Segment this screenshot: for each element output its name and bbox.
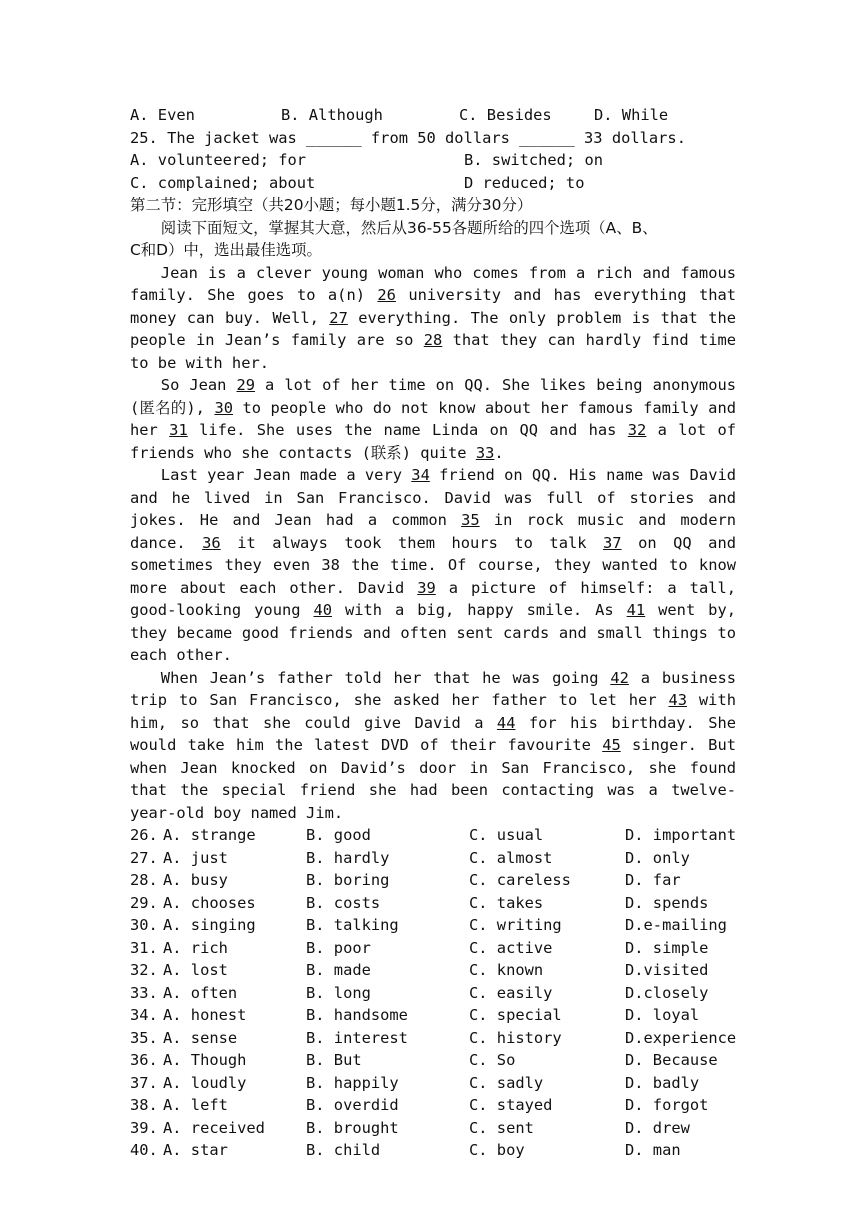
question-number: 29. bbox=[130, 893, 158, 912]
question-number: 35. bbox=[130, 1028, 158, 1047]
blank-30: 30 bbox=[214, 398, 233, 417]
q24-option-a: A. Even bbox=[130, 106, 195, 124]
option-d: D. simple bbox=[625, 938, 709, 957]
option-d: D. badly bbox=[625, 1073, 700, 1092]
option-b: B. talking bbox=[306, 916, 399, 934]
q24-option-d: D. While bbox=[594, 106, 669, 124]
option-c: C. writing bbox=[469, 916, 562, 934]
question-row bbox=[130, 982, 736, 1005]
option-d: D. spends bbox=[625, 893, 709, 912]
option-a: A. strange bbox=[163, 826, 256, 844]
option-d: D. Because bbox=[625, 1051, 718, 1069]
question-row bbox=[130, 959, 736, 982]
q25-options-row-2 bbox=[130, 172, 736, 195]
question-row bbox=[130, 1072, 736, 1095]
option-c: C. history bbox=[469, 1028, 562, 1047]
passage-paragraph-1: Jean is a clever young woman who comes from a rich and famous family. She goes to a(n) 26 university and has everything that money can buy. Well, 27 everything. The only problem is that the people in Jean’s family are so 28 that they can hardly find time to be with her. bbox=[130, 263, 737, 372]
option-a: A. honest bbox=[163, 1006, 247, 1024]
option-c: C. sent bbox=[469, 1118, 534, 1137]
option-b: B. brought bbox=[306, 1118, 399, 1137]
option-a: A. Though bbox=[163, 1051, 247, 1069]
option-b: B. handsome bbox=[306, 1006, 408, 1024]
question-number: 37. bbox=[130, 1073, 158, 1092]
blank-29: 29 bbox=[236, 376, 256, 394]
option-b: B. hardly bbox=[306, 848, 390, 867]
option-a: A. often bbox=[163, 983, 238, 1002]
q25-option-a: A. volunteered; for bbox=[130, 151, 307, 169]
option-d: D. only bbox=[625, 848, 690, 867]
option-c: C. stayed bbox=[469, 1096, 553, 1114]
blank-26: 26 bbox=[377, 286, 396, 304]
option-b: B. happily bbox=[306, 1073, 399, 1092]
blank-37: 37 bbox=[603, 533, 622, 552]
question-row bbox=[130, 937, 736, 960]
blank-36: 36 bbox=[202, 533, 221, 552]
option-c: C. sadly bbox=[469, 1073, 544, 1092]
blank-45: 45 bbox=[602, 736, 621, 754]
option-d: D. loyal bbox=[625, 1006, 700, 1024]
option-b: B. poor bbox=[306, 938, 371, 957]
option-a: A. rich bbox=[163, 938, 228, 957]
blank-40: 40 bbox=[313, 601, 333, 619]
q24-option-c: C. Besides bbox=[459, 106, 552, 124]
option-d: D. far bbox=[625, 871, 681, 889]
option-d: D.e-mailing bbox=[625, 916, 727, 934]
option-b: B. long bbox=[306, 983, 371, 1002]
option-a: A. lost bbox=[163, 961, 228, 979]
question-row bbox=[130, 1117, 736, 1140]
question-row bbox=[130, 824, 736, 847]
option-c: C. So bbox=[469, 1051, 516, 1069]
section-instruction-2: C和D）中，选出最佳选项。 bbox=[130, 241, 322, 259]
q25-options-row-1 bbox=[130, 149, 736, 172]
question-row bbox=[130, 1049, 736, 1072]
question-number: 38. bbox=[130, 1096, 158, 1114]
question-row bbox=[130, 914, 736, 937]
option-c: C. known bbox=[469, 961, 544, 979]
option-b: B. boring bbox=[306, 871, 390, 889]
passage-paragraph-3: Last year Jean made a very 34 friend on QQ. His name was David and he lived in San Francisco. David was full of stories and jokes. He and Jean had a common 35 in rock music and modern dance. 36 it always took them hours to talk 37 on QQ and sometimes they even 38 the time. Of course, they wanted to know more about each other. David 39 a picture of himself: a tall, good-looking young 40 with a big, happy smile. As 41 went by, they became good friends and often sent cards and small things to each other. bbox=[130, 466, 737, 664]
option-c: C. special bbox=[469, 1006, 562, 1024]
option-a: A. left bbox=[163, 1096, 228, 1114]
option-c: C. easily bbox=[469, 983, 553, 1002]
blank-34: 34 bbox=[411, 466, 430, 484]
question-number: 34. bbox=[130, 1006, 158, 1024]
option-d: D.visited bbox=[625, 961, 709, 979]
option-c: C. careless bbox=[469, 871, 571, 889]
option-a: A. loudly bbox=[163, 1073, 247, 1092]
question-row bbox=[130, 847, 736, 870]
option-a: A. star bbox=[163, 1141, 228, 1159]
question-row bbox=[130, 869, 736, 892]
option-b: B. interest bbox=[306, 1028, 408, 1047]
question-number: 39. bbox=[130, 1118, 158, 1137]
blank-27: 27 bbox=[329, 308, 348, 327]
q24-options-row bbox=[130, 104, 736, 127]
q24-option-b: B. Although bbox=[281, 106, 383, 124]
blank-31: 31 bbox=[169, 421, 188, 439]
blank-32: 32 bbox=[627, 421, 647, 439]
option-b: B. child bbox=[306, 1141, 381, 1159]
question-number: 27. bbox=[130, 848, 158, 867]
option-d: D. forgot bbox=[625, 1096, 709, 1114]
q25-option-c: C. complained; about bbox=[130, 173, 316, 192]
option-c: C. active bbox=[469, 938, 553, 957]
question-number: 36. bbox=[130, 1051, 158, 1069]
option-a: A. busy bbox=[163, 871, 228, 889]
question-row bbox=[130, 1027, 736, 1050]
option-c: C. takes bbox=[469, 893, 544, 912]
blank-35: 35 bbox=[461, 511, 480, 529]
passage-paragraph-2: So Jean 29 a lot of her time on QQ. She likes being anonymous (匿名的), 30 to people who do not know about her famous family and her 31 life. She uses the name Linda on QQ and has 32 a lot of friends who she contacts (联系) quite 33. bbox=[130, 376, 736, 462]
blank-39: 39 bbox=[417, 578, 436, 597]
question-row bbox=[130, 892, 736, 915]
blank-28: 28 bbox=[423, 331, 443, 349]
question-number: 30. bbox=[130, 916, 158, 934]
passage-paragraph-4: When Jean’s father told her that he was going 42 a business trip to San Francisco, she asked her father to let her 43 with him, so that she could give David a 44 for his birthday. She would take him the latest DVD of their favourite 45 singer. But when Jean knocked on David’s door in San Francisco, she found that the special friend she had been contacting was a twelve-year-old boy named Jim. bbox=[130, 668, 736, 822]
exam-page bbox=[130, 104, 736, 1162]
question-number: 31. bbox=[130, 938, 158, 957]
option-a: A. just bbox=[163, 848, 228, 867]
option-b: B. But bbox=[306, 1051, 362, 1069]
option-b: B. overdid bbox=[306, 1096, 399, 1114]
option-d: D.experience bbox=[625, 1028, 737, 1047]
blank-44: 44 bbox=[496, 713, 516, 732]
q25-option-b: B. switched; on bbox=[464, 151, 603, 169]
option-c: C. almost bbox=[469, 848, 553, 867]
option-a: A. received bbox=[163, 1118, 265, 1137]
option-d: D. drew bbox=[625, 1118, 690, 1137]
section-heading: 第二节：完形填空（共20小题；每小题1.5分，满分30分） bbox=[130, 196, 533, 214]
question-row bbox=[130, 1139, 736, 1162]
option-a: A. sense bbox=[163, 1028, 238, 1047]
question-number: 33. bbox=[130, 983, 158, 1002]
question-number: 28. bbox=[130, 871, 158, 889]
blank-42: 42 bbox=[610, 668, 629, 687]
option-d: D. important bbox=[625, 826, 737, 844]
option-a: A. singing bbox=[163, 916, 256, 934]
option-b: B. made bbox=[306, 961, 371, 979]
question-list bbox=[130, 824, 736, 1162]
q25-option-d: D reduced; to bbox=[464, 173, 585, 192]
q25-stem: 25. The jacket was ______ from 50 dollars ______ 33 dollars. bbox=[130, 128, 686, 147]
option-b: B. costs bbox=[306, 893, 381, 912]
blank-41: 41 bbox=[626, 601, 646, 619]
blank-43: 43 bbox=[668, 691, 688, 709]
question-number: 40. bbox=[130, 1141, 158, 1159]
option-c: C. boy bbox=[469, 1141, 525, 1159]
question-number: 32. bbox=[130, 961, 158, 979]
question-row bbox=[130, 1004, 736, 1027]
question-row bbox=[130, 1094, 736, 1117]
blank-33: 33 bbox=[475, 443, 495, 462]
section-instruction-1: 阅读下面短文，掌握其大意，然后从36-55各题所给的四个选项（A、B、 bbox=[160, 218, 658, 237]
option-d: D.closely bbox=[625, 983, 709, 1002]
option-a: A. chooses bbox=[163, 893, 256, 912]
question-number: 26. bbox=[130, 826, 158, 844]
option-c: C. usual bbox=[469, 826, 544, 844]
option-d: D. man bbox=[625, 1141, 681, 1159]
option-b: B. good bbox=[306, 826, 371, 844]
